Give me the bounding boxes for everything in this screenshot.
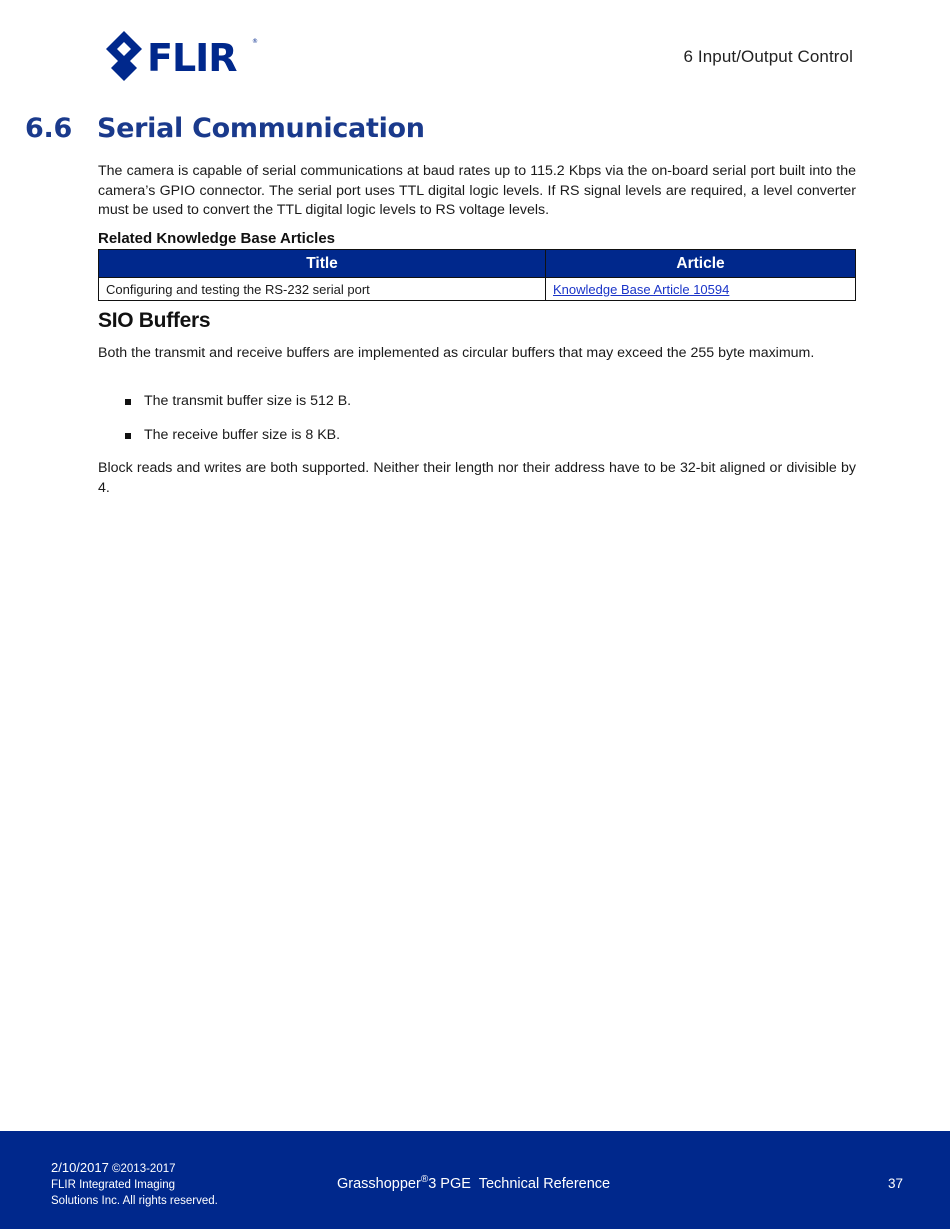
footer-doc-reg: ® <box>420 1174 429 1185</box>
footer-copyright <box>51 1160 218 1209</box>
square-bullet-icon <box>125 399 131 405</box>
buffer-list <box>124 392 351 460</box>
kb-heading: Related Knowledge Base Articles <box>98 230 336 247</box>
sio-heading: SIO Buffers <box>98 309 211 332</box>
footer <box>0 1131 950 1229</box>
svg-text:®: ® <box>252 38 258 45</box>
list-item <box>124 392 351 426</box>
footer-page-number: 37 <box>887 1176 903 1191</box>
flir-logo <box>104 29 264 81</box>
footer-doc-prefix: Grasshopper <box>337 1175 421 1192</box>
footer-copyright-years: ©2013-2017 <box>112 1163 176 1175</box>
list-item-text: The transmit buffer size is 512 B. <box>144 393 352 409</box>
section-heading <box>25 113 725 144</box>
footer-company-line2: Solutions Inc. All rights reserved. <box>51 1195 218 1207</box>
kb-table <box>98 249 856 301</box>
section-intro: The camera is capable of serial communications at baud rates up to 115.2 Kbps via the on-board serial port built into the camera’s GPIO connector. The serial port uses TTL digital logic levels. If RS signal levels are required, a level converter must be used to convert the TTL digital logic levels to RS voltage levels. <box>98 163 856 218</box>
list-item-text: The receive buffer size is 8 KB. <box>144 427 341 443</box>
section-title: Serial Communication <box>97 113 425 144</box>
footer-doc-title <box>337 1174 610 1192</box>
table-row <box>99 278 856 301</box>
list-item <box>124 426 351 460</box>
kb-row-title: Configuring and testing the RS-232 serial port <box>99 278 546 301</box>
sio-closing: Block reads and writes are both supported. Neither their length nor their address have to be 32-bit aligned or divisible by 4. <box>98 460 856 496</box>
footer-doc-suffix: 3 PGE Technical Reference <box>428 1175 611 1192</box>
kb-row-article <box>546 278 856 301</box>
logo-text: FLIR <box>147 36 237 80</box>
section-number: 6.6 <box>25 113 72 144</box>
chapter-title: 6 Input/Output Control <box>683 47 853 66</box>
footer-company-line1: FLIR Integrated Imaging <box>51 1179 176 1191</box>
square-bullet-icon <box>125 433 131 439</box>
footer-date: 2/10/2017 <box>51 1160 109 1175</box>
kb-col-title: Title <box>99 250 546 278</box>
sio-intro: Both the transmit and receive buffers are implemented as circular buffers that may exceed the 255 byte maximum. <box>98 345 815 361</box>
kb-col-article: Article <box>546 250 856 278</box>
kb-table-header <box>99 250 856 278</box>
kb-article-link[interactable]: Knowledge Base Article 10594 <box>553 281 730 297</box>
